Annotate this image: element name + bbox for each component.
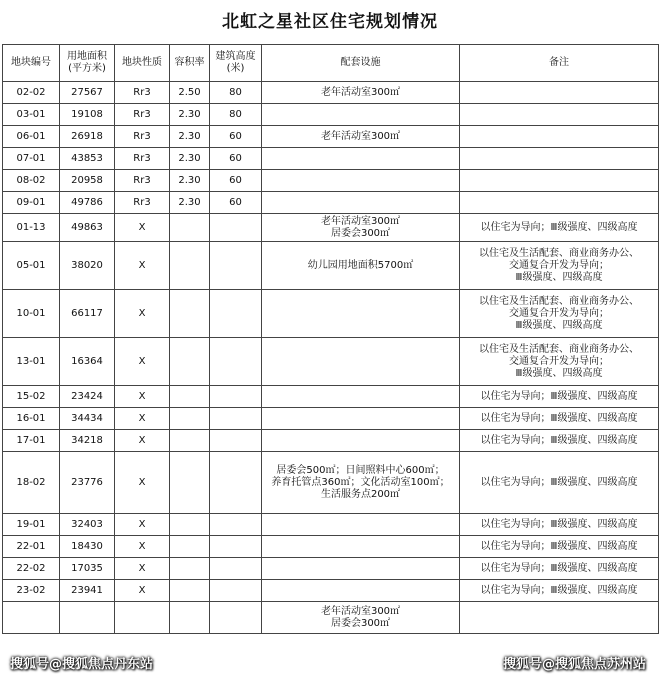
note-cell <box>460 602 659 634</box>
note-cell: 以住宅为导向；Ⅲ级强度、四级高度 <box>460 452 659 514</box>
land-type-cell: Rr3 <box>115 170 170 192</box>
header-far: 容积率 <box>170 45 210 82</box>
plot-id-cell: 22-01 <box>3 536 60 558</box>
note-cell <box>460 126 659 148</box>
height-cell <box>210 514 262 536</box>
far-cell <box>170 408 210 430</box>
table-row <box>3 192 659 214</box>
facilities-cell: 老年活动室300㎡ <box>262 126 460 148</box>
table-row <box>3 452 659 514</box>
plot-id-cell: 19-01 <box>3 514 60 536</box>
far-cell <box>170 242 210 290</box>
area-cell: 34434 <box>60 408 115 430</box>
header-land-type: 地块性质 <box>115 45 170 82</box>
note-cell <box>460 148 659 170</box>
far-cell: 2.30 <box>170 148 210 170</box>
land-type-cell: X <box>115 536 170 558</box>
land-type-cell <box>115 602 170 634</box>
plot-id-cell: 08-02 <box>3 170 60 192</box>
plot-id-cell: 16-01 <box>3 408 60 430</box>
table-row <box>3 430 659 452</box>
height-cell: 60 <box>210 126 262 148</box>
note-cell <box>460 170 659 192</box>
plot-id-cell: 17-01 <box>3 430 60 452</box>
height-cell: 80 <box>210 82 262 104</box>
note-cell: 以住宅为导向；Ⅲ级强度、四级高度 <box>460 558 659 580</box>
height-cell <box>210 580 262 602</box>
height-cell <box>210 602 262 634</box>
plot-id-cell: 18-02 <box>3 452 60 514</box>
plot-id-cell <box>3 602 60 634</box>
facilities-cell <box>262 536 460 558</box>
height-cell <box>210 338 262 386</box>
area-cell: 26918 <box>60 126 115 148</box>
height-cell: 60 <box>210 170 262 192</box>
far-cell <box>170 602 210 634</box>
height-cell: 80 <box>210 104 262 126</box>
facilities-cell: 老年活动室300㎡ 居委会300㎡ <box>262 602 460 634</box>
facilities-cell: 老年活动室300㎡ 居委会300㎡ <box>262 214 460 242</box>
land-type-cell: X <box>115 338 170 386</box>
plot-id-cell: 10-01 <box>3 290 60 338</box>
table-row <box>3 242 659 290</box>
facilities-cell <box>262 104 460 126</box>
header-facilities: 配套设施 <box>262 45 460 82</box>
facilities-cell: 老年活动室300㎡ <box>262 82 460 104</box>
table-row <box>3 170 659 192</box>
height-cell <box>210 430 262 452</box>
far-cell <box>170 452 210 514</box>
note-cell: 以住宅及生活配套、商业商务办公、 交通复合开发为导向； Ⅲ级强度、四级高度 <box>460 290 659 338</box>
table-row <box>3 514 659 536</box>
area-cell: 49786 <box>60 192 115 214</box>
height-cell <box>210 558 262 580</box>
note-cell: 以住宅为导向；Ⅲ级强度、四级高度 <box>460 580 659 602</box>
land-type-cell: X <box>115 514 170 536</box>
height-cell: 60 <box>210 148 262 170</box>
area-cell: 23941 <box>60 580 115 602</box>
far-cell <box>170 514 210 536</box>
far-cell: 2.30 <box>170 170 210 192</box>
area-cell: 20958 <box>60 170 115 192</box>
facilities-cell <box>262 338 460 386</box>
plot-id-cell: 05-01 <box>3 242 60 290</box>
land-type-cell: X <box>115 408 170 430</box>
height-cell <box>210 386 262 408</box>
note-cell <box>460 104 659 126</box>
far-cell <box>170 580 210 602</box>
height-cell <box>210 290 262 338</box>
table-row <box>3 338 659 386</box>
land-type-cell: X <box>115 214 170 242</box>
height-cell <box>210 408 262 430</box>
plot-id-cell: 23-02 <box>3 580 60 602</box>
plot-id-cell: 07-01 <box>3 148 60 170</box>
far-cell: 2.30 <box>170 126 210 148</box>
note-cell: 以住宅为导向；Ⅲ级强度、四级高度 <box>460 536 659 558</box>
note-cell: 以住宅及生活配套、商业商务办公、 交通复合开发为导向； Ⅲ级强度、四级高度 <box>460 338 659 386</box>
note-cell: 以住宅为导向；Ⅲ级强度、四级高度 <box>460 386 659 408</box>
land-type-cell: X <box>115 386 170 408</box>
plot-id-cell: 15-02 <box>3 386 60 408</box>
table-row <box>3 558 659 580</box>
far-cell <box>170 290 210 338</box>
land-type-cell: Rr3 <box>115 82 170 104</box>
table-row <box>3 104 659 126</box>
area-cell: 23424 <box>60 386 115 408</box>
table-row <box>3 126 659 148</box>
table-row <box>3 536 659 558</box>
far-cell <box>170 338 210 386</box>
area-cell: 19108 <box>60 104 115 126</box>
area-cell: 27567 <box>60 82 115 104</box>
land-type-cell: X <box>115 580 170 602</box>
table-body <box>3 82 659 634</box>
height-cell <box>210 536 262 558</box>
land-type-cell: Rr3 <box>115 104 170 126</box>
facilities-cell <box>262 170 460 192</box>
plot-id-cell: 01-13 <box>3 214 60 242</box>
area-cell: 66117 <box>60 290 115 338</box>
area-cell: 32403 <box>60 514 115 536</box>
height-cell <box>210 242 262 290</box>
plot-id-cell: 13-01 <box>3 338 60 386</box>
area-cell: 49863 <box>60 214 115 242</box>
note-cell <box>460 82 659 104</box>
area-cell: 17035 <box>60 558 115 580</box>
height-cell <box>210 452 262 514</box>
far-cell: 2.50 <box>170 82 210 104</box>
height-cell <box>210 214 262 242</box>
facilities-cell <box>262 148 460 170</box>
far-cell: 2.30 <box>170 104 210 126</box>
facilities-cell <box>262 580 460 602</box>
note-cell: 以住宅为导向；Ⅲ级强度、四级高度 <box>460 514 659 536</box>
facilities-cell: 居委会500㎡；日间照料中心600㎡； 养育托管点360㎡；文化活动室100㎡； 生活服务点200㎡ <box>262 452 460 514</box>
note-cell: 以住宅为导向；Ⅲ级强度、四级高度 <box>460 430 659 452</box>
far-cell <box>170 558 210 580</box>
land-type-cell: Rr3 <box>115 192 170 214</box>
area-cell: 16364 <box>60 338 115 386</box>
page-title: 北虹之星社区住宅规划情况 <box>222 12 438 32</box>
header-height: 建筑高度 (米) <box>210 45 262 82</box>
facilities-cell <box>262 514 460 536</box>
area-cell <box>60 602 115 634</box>
table-row <box>3 148 659 170</box>
note-cell: 以住宅为导向；Ⅲ级强度、四级高度 <box>460 408 659 430</box>
area-cell: 34218 <box>60 430 115 452</box>
plot-id-cell: 09-01 <box>3 192 60 214</box>
far-cell <box>170 214 210 242</box>
land-type-cell: X <box>115 430 170 452</box>
facilities-cell <box>262 408 460 430</box>
far-cell: 2.30 <box>170 192 210 214</box>
note-cell <box>460 192 659 214</box>
facilities-cell <box>262 192 460 214</box>
facilities-cell <box>262 386 460 408</box>
watermark-right: 搜狐号@搜狐焦点苏州站 <box>502 657 646 672</box>
land-type-cell: X <box>115 290 170 338</box>
table-row <box>3 290 659 338</box>
planning-table <box>2 44 659 634</box>
area-cell: 38020 <box>60 242 115 290</box>
plot-id-cell: 22-02 <box>3 558 60 580</box>
far-cell <box>170 536 210 558</box>
far-cell <box>170 386 210 408</box>
table-row <box>3 386 659 408</box>
land-type-cell: Rr3 <box>115 126 170 148</box>
height-cell: 60 <box>210 192 262 214</box>
table-row <box>3 82 659 104</box>
header-notes: 备注 <box>460 45 659 82</box>
table-row <box>3 214 659 242</box>
watermark-left: 搜狐号@搜狐焦点丹东站 <box>10 657 154 672</box>
facilities-cell <box>262 290 460 338</box>
area-cell: 18430 <box>60 536 115 558</box>
plot-id-cell: 06-01 <box>3 126 60 148</box>
table-row <box>3 580 659 602</box>
area-cell: 23776 <box>60 452 115 514</box>
plot-id-cell: 03-01 <box>3 104 60 126</box>
land-type-cell: Rr3 <box>115 148 170 170</box>
area-cell: 43853 <box>60 148 115 170</box>
facilities-cell: 幼儿园用地面积5700㎡ <box>262 242 460 290</box>
note-cell: 以住宅及生活配套、商业商务办公、 交通复合开发为导向； Ⅲ级强度、四级高度 <box>460 242 659 290</box>
header-row <box>3 45 659 82</box>
facilities-cell <box>262 430 460 452</box>
table-row <box>3 602 659 634</box>
land-type-cell: X <box>115 558 170 580</box>
header-area: 用地面积 (平方米) <box>60 45 115 82</box>
land-type-cell: X <box>115 452 170 514</box>
header-plot-id: 地块编号 <box>3 45 60 82</box>
land-type-cell: X <box>115 242 170 290</box>
far-cell <box>170 430 210 452</box>
note-cell: 以住宅为导向；Ⅲ级强度、四级高度 <box>460 214 659 242</box>
facilities-cell <box>262 558 460 580</box>
plot-id-cell: 02-02 <box>3 82 60 104</box>
table-row <box>3 408 659 430</box>
